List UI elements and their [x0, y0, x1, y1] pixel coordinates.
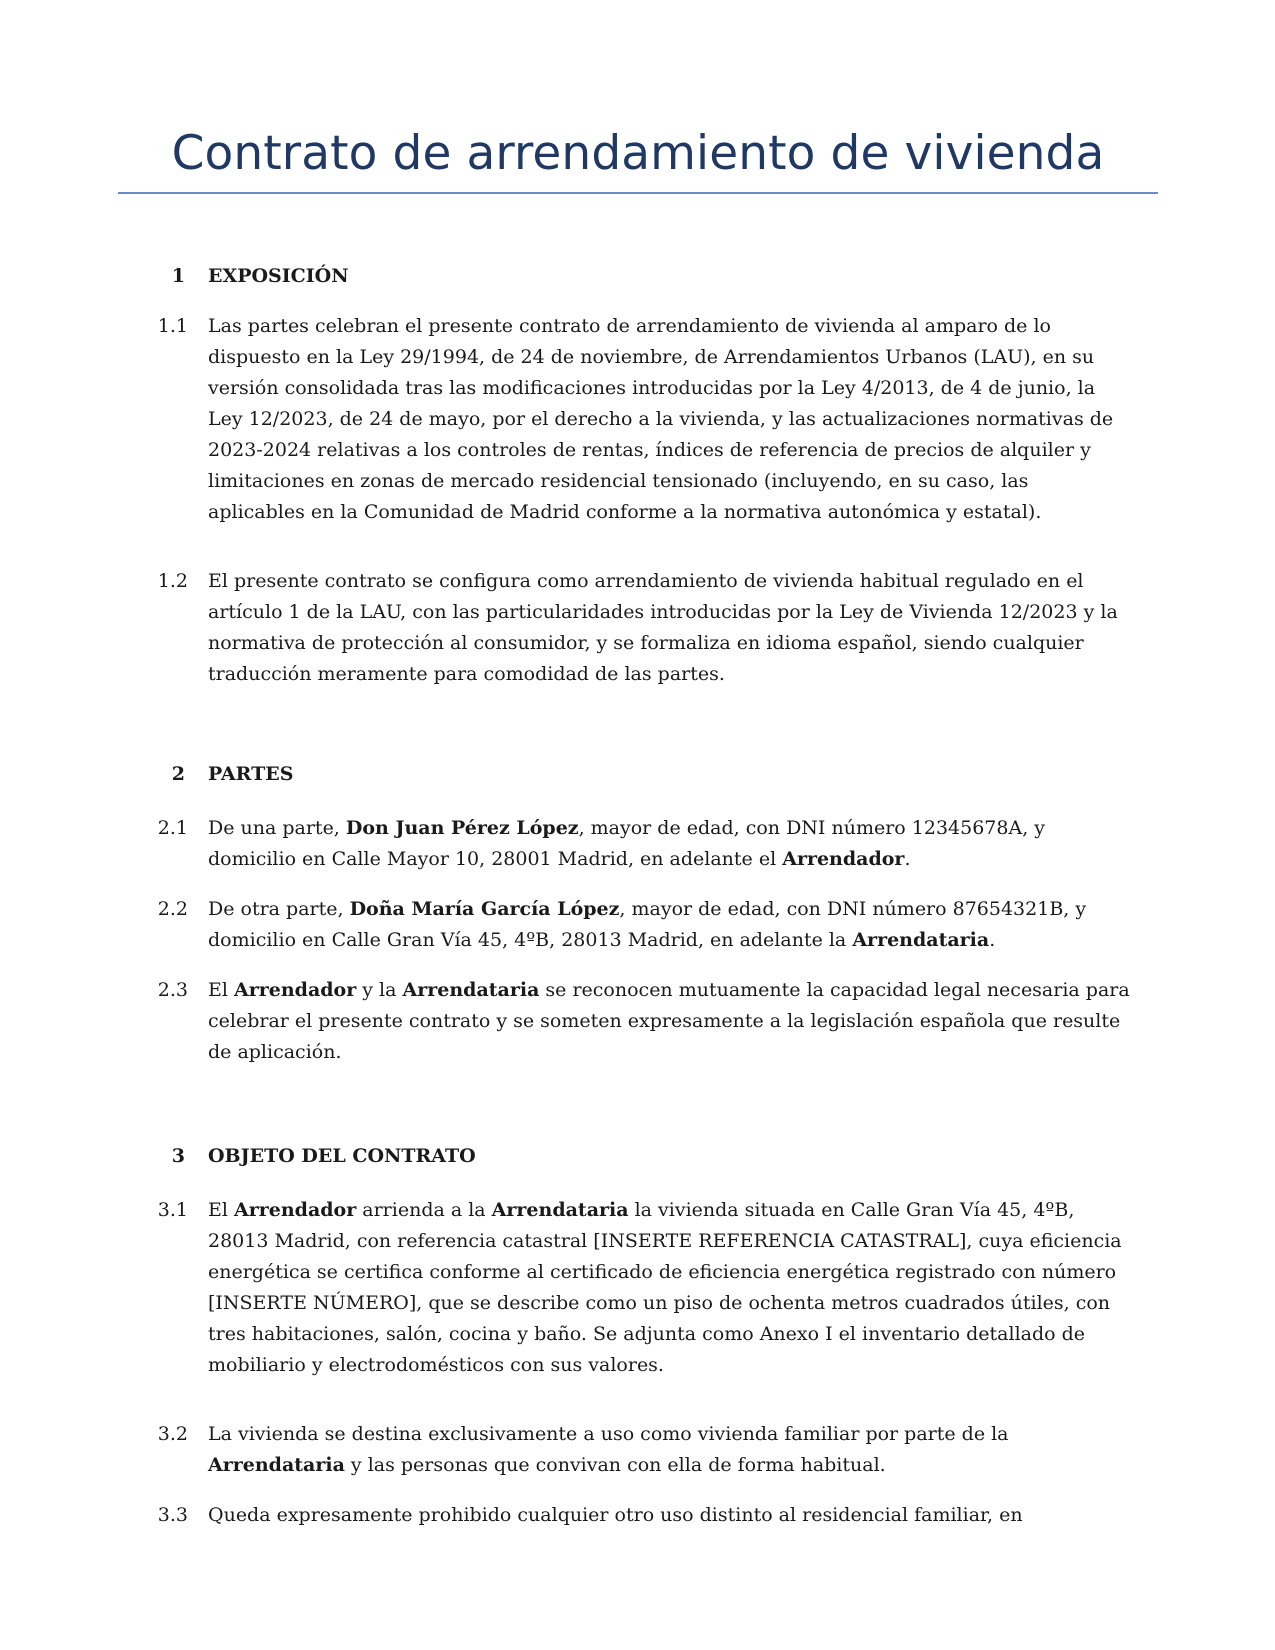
clause-text — [208, 975, 1128, 1068]
clause-line — [208, 844, 1128, 875]
clause-line — [208, 1195, 1128, 1226]
clause-line: La vivienda se destina exclusivamente a uso como vivienda familiar por parte de la — [208, 1423, 1009, 1445]
party-term-arrendador: Arrendador — [234, 1199, 357, 1221]
clause-line: aplicables en la Comunidad de Madrid conforme a la normativa autonómica y estatal). — [208, 501, 1042, 523]
document-title: Contrato de arrendamiento de vivienda — [171, 126, 1105, 181]
text-run: , mayor de edad, con DNI número 12345678A, y — [578, 817, 1046, 839]
clause-number: 2.3 — [157, 979, 188, 1001]
clause-line: energética se certifica conforme al certificado de eficiencia energética registrado con número — [208, 1261, 1117, 1283]
clause-line: 2023-2024 relativas a los controles de rentas, índices de referencia de precios de alquiler y — [208, 439, 1091, 461]
text-run: arrienda a la — [356, 1199, 492, 1221]
clause-line: artículo 1 de la LAU, con las particularidades introducidas por la Ley de Vivienda 12/2023 y la — [208, 601, 1118, 623]
clause-text — [208, 813, 1128, 875]
clause-line: El presente contrato se configura como arrendamiento de vivienda habitual regulado en el — [208, 570, 1084, 592]
text-run: De una parte, — [208, 817, 346, 839]
text-run: . — [989, 929, 996, 951]
clause-line: celebrar el presente contrato y se someten expresamente a la legislación española que resulte — [208, 1010, 1121, 1032]
clause-number: 1.2 — [157, 570, 188, 592]
clause-line: de aplicación. — [208, 1041, 342, 1063]
clause-line: Ley 12/2023, de 24 de mayo, por el derecho a la vivienda, y las actualizaciones normativas de — [208, 408, 1114, 430]
text-run: domicilio en Calle Gran Vía 45, 4ºB, 28013 Madrid, en adelante la — [208, 929, 853, 951]
section-number: 2 — [171, 763, 185, 785]
section-number: 1 — [171, 265, 185, 287]
clause-line: mobiliario y electrodomésticos con sus valores. — [208, 1354, 664, 1376]
clause-text — [208, 1419, 1128, 1481]
clause-number: 3.1 — [157, 1199, 188, 1221]
clause-line — [208, 925, 1128, 956]
text-run: El — [208, 979, 234, 1001]
clause-line: normativa de protección al consumidor, y se formaliza en idioma español, siendo cualquier — [208, 632, 1084, 654]
clause-line: dispuesto en la Ley 29/1994, de 24 de noviembre, de Arrendamientos Urbanos (LAU), en su — [208, 346, 1095, 368]
text-run: De otra parte, — [208, 898, 350, 920]
party-term-arrendataria: Arrendataria — [852, 929, 990, 951]
text-run: y las personas que convivan con ella de forma habitual. — [344, 1454, 886, 1476]
clause-text — [208, 1195, 1128, 1381]
clause-line — [208, 1450, 1128, 1481]
text-run: y la — [356, 979, 403, 1001]
clause-text — [208, 1500, 1128, 1531]
clause-text — [208, 566, 1128, 690]
clause-line — [208, 975, 1128, 1006]
clause-line: versión consolidada tras las modificaciones introducidas por la Ley 4/2013, de 4 de junio, la — [208, 377, 1096, 399]
clause-number: 3.2 — [157, 1423, 188, 1445]
clause-number: 2.2 — [157, 898, 188, 920]
clause-text — [208, 311, 1128, 528]
party-term-arrendataria: Arrendataria — [402, 979, 540, 1001]
clause-line: tres habitaciones, salón, cocina y baño. Se adjunta como Anexo I el inventario detallado de — [208, 1323, 1086, 1345]
clause-line: 28013 Madrid, con referencia catastral [INSERTE REFERENCIA CATASTRAL], cuya eficiencia — [208, 1230, 1122, 1252]
landlord-name: Don Juan Pérez López — [345, 817, 579, 839]
title-underline — [118, 192, 1158, 194]
section-title: OBJETO DEL CONTRATO — [208, 1145, 476, 1167]
clause-line — [208, 813, 1128, 844]
party-term-arrendataria: Arrendataria — [491, 1199, 629, 1221]
text-run: . — [904, 848, 911, 870]
text-run: domicilio en Calle Mayor 10, 28001 Madrid, en adelante el — [208, 848, 783, 870]
party-term-arrendataria: Arrendataria — [208, 1454, 345, 1476]
clause-line: [INSERTE NÚMERO], que se describe como un piso de ochenta metros cuadrados útiles, con — [208, 1292, 1111, 1314]
text-run: se reconocen mutuamente la capacidad legal necesaria para — [539, 979, 1130, 1001]
clause-number: 2.1 — [157, 817, 188, 839]
clause-line: traducción meramente para comodidad de las partes. — [208, 663, 725, 685]
section-number: 3 — [171, 1145, 185, 1167]
clause-number: 3.3 — [157, 1504, 188, 1526]
clause-text — [208, 894, 1128, 956]
clause-line — [208, 894, 1128, 925]
clause-line: limitaciones en zonas de mercado residencial tensionado (incluyendo, en su caso, las — [208, 470, 1029, 492]
clause-line: Las partes celebran el presente contrato de arrendamiento de vivienda al amparo de lo — [208, 315, 1051, 337]
section-title: EXPOSICIÓN — [208, 265, 349, 287]
party-term-arrendador: Arrendador — [782, 848, 905, 870]
clause-number: 1.1 — [157, 315, 188, 337]
clause-line: Queda expresamente prohibido cualquier otro uso distinto al residencial familiar, en — [208, 1504, 1023, 1526]
text-run: la vivienda situada en Calle Gran Vía 45, 4ºB, — [628, 1199, 1075, 1221]
tenant-name: Doña María García López — [349, 898, 620, 920]
party-term-arrendador: Arrendador — [234, 979, 357, 1001]
section-title: PARTES — [208, 763, 294, 785]
text-run: , mayor de edad, con DNI número 87654321B, y — [619, 898, 1087, 920]
text-run: El — [208, 1199, 234, 1221]
